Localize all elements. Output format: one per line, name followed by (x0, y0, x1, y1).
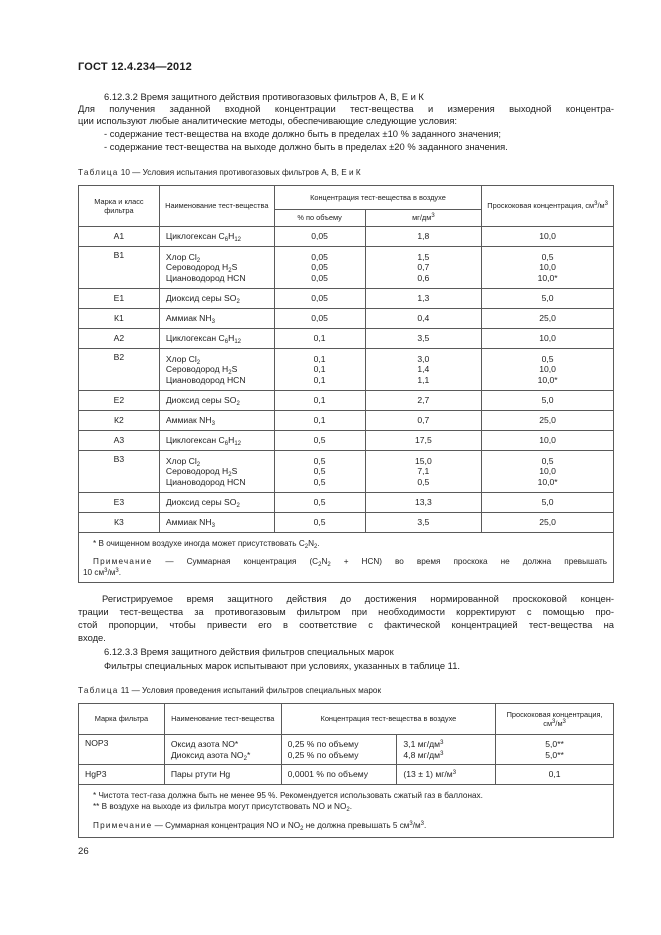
cell-line: 0,5 (313, 497, 326, 508)
cell-percent (274, 431, 365, 451)
col-header-breakthrough: Проскоковая концентрация, $см^3/м^3$ (482, 186, 614, 227)
cell-line: Сероводород $H_2S$ (165, 364, 238, 377)
paragraph-line: Для получения заданной входной концентрации тест-вещества и измерения выходной концентра- (78, 103, 614, 114)
cell-percent (274, 391, 365, 411)
table-10-footnotes (79, 533, 614, 583)
cell-line: 10,0 (539, 231, 556, 242)
cell-line: Хлор $Cl_2$ (165, 251, 201, 264)
col-header-name: Наименование тест-вещества (159, 186, 274, 227)
cell-mark: К1 (79, 309, 160, 329)
cell-mark: Е3 (79, 493, 160, 513)
cell-breakthrough (482, 451, 614, 493)
cell-line: 0,5 (313, 455, 326, 466)
cell-line: 10,0 (539, 466, 556, 477)
cell-line: 0,1 (313, 395, 326, 406)
cell-line: 0,5 (417, 476, 430, 487)
cell-mg (365, 411, 482, 431)
cell-line: 0,1 (313, 364, 326, 375)
cell-mark: К2 (79, 411, 160, 431)
cell-line: Диоксид азота $NO_2*$ (170, 749, 251, 762)
cell-line: Циклогексан $C_6H_{12}$ (165, 231, 242, 244)
caption-word: Таблица (78, 686, 119, 695)
cell-line: 0,7 (417, 415, 430, 426)
cell-line: 0,05 (311, 313, 328, 324)
cell-percent (274, 451, 365, 493)
cell-mg (365, 247, 482, 289)
section-title-6-12-3-3: 6.12.3.3 Время защитного действия фильтров специальных марок (104, 646, 394, 657)
cell-line: Диоксид серы $SO_2$ (165, 395, 240, 408)
cell-breakthrough (482, 289, 614, 309)
cell-line: 0,25 % по объему (287, 739, 359, 749)
col-header-concentration: Концентрация тест-вещества в воздухе (274, 186, 482, 210)
cell-breakthrough (482, 513, 614, 533)
cell-line: 25,0 (539, 313, 556, 324)
table-row (79, 411, 614, 431)
cell-mg: (13 ± 1) $мг/м^3$ (397, 765, 496, 785)
cell-breakthrough: 0,1 (496, 765, 614, 785)
cell-line: 0,05 (311, 272, 328, 283)
cell-line: 3,1 $мг/дм^3$ (403, 739, 444, 749)
table-11-footnotes (79, 785, 614, 838)
cell-line: 0,1 (313, 333, 326, 344)
col-header-breakthrough: Проскоковая концентрация, $см^3/м^3$ (496, 704, 614, 735)
table-row (79, 451, 614, 493)
table-row (79, 247, 614, 289)
cell-line: 0,5 (313, 435, 326, 446)
cell-name (159, 391, 274, 411)
cell-mark: HgP3 (79, 765, 165, 785)
cell-line: Диоксид серы $SO_2$ (165, 293, 240, 306)
cell-percent (274, 289, 365, 309)
cell-line: Циановодород HCN (165, 374, 246, 385)
cell-line: 10,0 (539, 435, 556, 446)
cell-line: Диоксид серы $SO_2$ (165, 497, 240, 510)
document-code: ГОСТ 12.4.234—2012 (78, 61, 192, 73)
cell-mg (365, 349, 482, 391)
cell-line: 0,1 (313, 353, 326, 364)
cell-mark: В1 (79, 247, 160, 289)
cell-line: 0,1 (313, 415, 326, 426)
cell-percent (274, 309, 365, 329)
paragraph-line: входе. (78, 632, 106, 643)
cell-line: 5,0** (545, 739, 564, 749)
paragraph-line: Фильтры специальных марок испытывают при условиях, указанных в таблице 11. (104, 660, 461, 671)
table-row (79, 493, 614, 513)
cell-mg (365, 329, 482, 349)
cell-name (159, 309, 274, 329)
cell-mark: А1 (79, 227, 160, 247)
cell-line: Оксид азота NO* (170, 739, 239, 749)
col-header-mark: Марка фильтра (79, 704, 165, 735)
cell-name (159, 289, 274, 309)
cell-breakthrough (482, 349, 614, 391)
footnote: ** В воздухе на выходе из фильтра могут присутствовать NO и $NO_2$. (93, 802, 352, 813)
cell-line: 0,05 (311, 251, 328, 262)
cell-mark: В2 (79, 349, 160, 391)
cell-mg (365, 309, 482, 329)
cell-line: 10,0 (539, 333, 556, 344)
cell-line: Хлор $Cl_2$ (165, 455, 201, 468)
cell-line: 0,5 (541, 251, 554, 262)
cell-breakthrough (482, 247, 614, 289)
table-row (79, 765, 614, 785)
cell-line: 3,5 (417, 517, 430, 528)
cell-breakthrough (482, 391, 614, 411)
caption-text: 11 — Условия проведения испытаний фильтров специальных марок (118, 686, 382, 695)
col-header-mg: $мг/дм^3$ (365, 210, 482, 227)
cell-mg (397, 735, 496, 765)
cell-line: 5,0 (541, 293, 554, 304)
cell-line: 10,0 (539, 262, 556, 273)
table-10 (78, 185, 614, 583)
cell-line: Аммиак $NH_3$ (165, 517, 215, 530)
cell-name (159, 411, 274, 431)
paragraph-line: Регистрируемое время защитного действия до достижения нормированной проскоковой концен- (102, 593, 614, 604)
cell-line: 0,6 (417, 272, 430, 283)
cell-mark: NOP3 (79, 735, 165, 765)
table-row (79, 289, 614, 309)
cell-mark: В3 (79, 451, 160, 493)
cell-line: Циклогексан $C_6H_{12}$ (165, 435, 242, 448)
cell-mg (365, 391, 482, 411)
cell-percent (274, 227, 365, 247)
paragraph-line: ции используют любые аналитические методы, обеспечивающие следующие условия: (78, 115, 458, 126)
table-11 (78, 703, 614, 838)
cell-line: 5,0** (545, 749, 564, 760)
cell-line: 10,0* (537, 476, 558, 487)
cell-percent: 0,0001 % по объему (281, 765, 397, 785)
cell-name (159, 349, 274, 391)
cell-name (159, 513, 274, 533)
cell-name (164, 735, 281, 765)
table-note: Примечание — Суммарная концентрация $(C_2N_2 + HCN)$ во время проскока не должна превышать (93, 557, 607, 568)
cell-line: Аммиак $NH_3$ (165, 415, 215, 428)
cell-name: Пары ртути Hg (164, 765, 281, 785)
cell-mg (365, 227, 482, 247)
cell-breakthrough (482, 227, 614, 247)
cell-line: 10,0* (537, 374, 558, 385)
table-11-caption (78, 686, 381, 695)
cell-percent (274, 493, 365, 513)
cell-line: 3,5 (417, 333, 430, 344)
cell-line: 0,7 (417, 262, 430, 273)
cell-line: 0,05 (311, 293, 328, 304)
cell-line: 7,1 (417, 466, 430, 477)
cell-line: Сероводород $H_2S$ (165, 466, 238, 479)
caption-word: Таблица (78, 168, 119, 177)
bullet-item: - содержание тест-вещества на выходе должно быть в пределах ±20 % заданного значения. (104, 141, 508, 152)
cell-line: 3,0 (417, 353, 430, 364)
cell-breakthrough (496, 735, 614, 765)
cell-line: 5,0 (541, 395, 554, 406)
cell-mg (365, 289, 482, 309)
cell-breakthrough (482, 329, 614, 349)
cell-mg (365, 451, 482, 493)
cell-line: Сероводород $H_2S$ (165, 262, 238, 275)
cell-name (159, 247, 274, 289)
cell-name (159, 329, 274, 349)
cell-line: 0,25 % по объему (287, 749, 359, 760)
table-note: Примечание — Суммарная концентрация NO и $NO_2$ не должна превышать 5 $см^3/м^3$. (93, 821, 427, 832)
col-header-mark: Марка и класс фильтра (79, 186, 160, 227)
cell-percent (274, 329, 365, 349)
cell-line: 0,5 (313, 476, 326, 487)
col-header-percent: % по объему (274, 210, 365, 227)
cell-line: 0,5 (313, 517, 326, 528)
cell-line: 4,8 $мг/дм^3$ (403, 749, 444, 760)
cell-name (159, 451, 274, 493)
cell-line: 0,5 (541, 353, 554, 364)
cell-percent (274, 247, 365, 289)
table-10-caption (78, 168, 361, 177)
cell-line: 2,7 (417, 395, 430, 406)
cell-mark: А2 (79, 329, 160, 349)
cell-mark: К3 (79, 513, 160, 533)
cell-line: 17,5 (415, 435, 432, 446)
cell-line: 1,5 (417, 251, 430, 262)
table-row (79, 227, 614, 247)
cell-percent (274, 411, 365, 431)
section-title-6-12-3-2: 6.12.3.2 Время защитного действия противогазовых фильтров А, В, Е и К (104, 91, 424, 102)
table-row (79, 431, 614, 451)
cell-breakthrough (482, 431, 614, 451)
cell-line: 25,0 (539, 517, 556, 528)
cell-mark: А3 (79, 431, 160, 451)
table-row (79, 513, 614, 533)
cell-line: 1,1 (417, 374, 430, 385)
cell-mg (365, 493, 482, 513)
table-row (79, 391, 614, 411)
cell-mg (365, 431, 482, 451)
cell-line: 5,0 (541, 497, 554, 508)
cell-line: Хлор $Cl_2$ (165, 353, 201, 366)
caption-text: 10 — Условия испытания противогазовых фильтров А, В, Е и К (118, 168, 361, 177)
table-row (79, 309, 614, 329)
cell-mg (365, 513, 482, 533)
cell-line: 0,5 (313, 466, 326, 477)
cell-breakthrough (482, 309, 614, 329)
table-row (79, 329, 614, 349)
cell-line: 1,4 (417, 364, 430, 375)
paragraph-line: трации тест-вещества за противогазовым фильтром при необходимости корректируют с помощью про- (78, 606, 614, 617)
cell-percent (281, 735, 397, 765)
cell-line: Циановодород HCN (165, 272, 246, 283)
footnote: * Чистота тест-газа должна быть не менее 95 %. Рекомендуется использовать сжатый газ в баллонах. (93, 791, 483, 800)
cell-line: Циклогексан $C_6H_{12}$ (165, 333, 242, 346)
cell-line: 0,5 (541, 455, 554, 466)
col-header-concentration: Концентрация тест-вещества в воздухе (281, 704, 496, 735)
page-number: 26 (78, 846, 89, 857)
cell-line: 10,0* (537, 272, 558, 283)
footnote: * В очищенном воздухе иногда может присутствовать $C_2N_2$. (93, 539, 320, 550)
table-row (79, 735, 614, 765)
cell-line: Циановодород HCN (165, 476, 246, 487)
cell-line: 0,4 (417, 313, 430, 324)
bullet-item: - содержание тест-вещества на входе должно быть в пределах ±10 % заданного значения; (104, 128, 502, 139)
table-note-cont: 10 $см^3/м^3$. (83, 568, 121, 577)
cell-name (159, 227, 274, 247)
cell-breakthrough (482, 493, 614, 513)
cell-percent (274, 513, 365, 533)
cell-mark: Е2 (79, 391, 160, 411)
cell-line: 0,05 (311, 231, 328, 242)
cell-name (159, 431, 274, 451)
paragraph-line: стой пропорции, чтобы привести его в соответствие с фактической концентрацией тест-вещества на (78, 619, 614, 630)
cell-line: 0,1 (313, 374, 326, 385)
cell-mark: Е1 (79, 289, 160, 309)
cell-percent (274, 349, 365, 391)
cell-line: 1,8 (417, 231, 430, 242)
cell-line: 13,3 (415, 497, 432, 508)
cell-line: 25,0 (539, 415, 556, 426)
cell-line: 10,0 (539, 364, 556, 375)
cell-line: 0,05 (311, 262, 328, 273)
cell-name (159, 493, 274, 513)
cell-line: Аммиак $NH_3$ (165, 313, 215, 326)
cell-line: 1,3 (417, 293, 430, 304)
cell-breakthrough (482, 411, 614, 431)
table-row (79, 349, 614, 391)
cell-line: 15,0 (415, 455, 432, 466)
col-header-name: Наименование тест-вещества (164, 704, 281, 735)
